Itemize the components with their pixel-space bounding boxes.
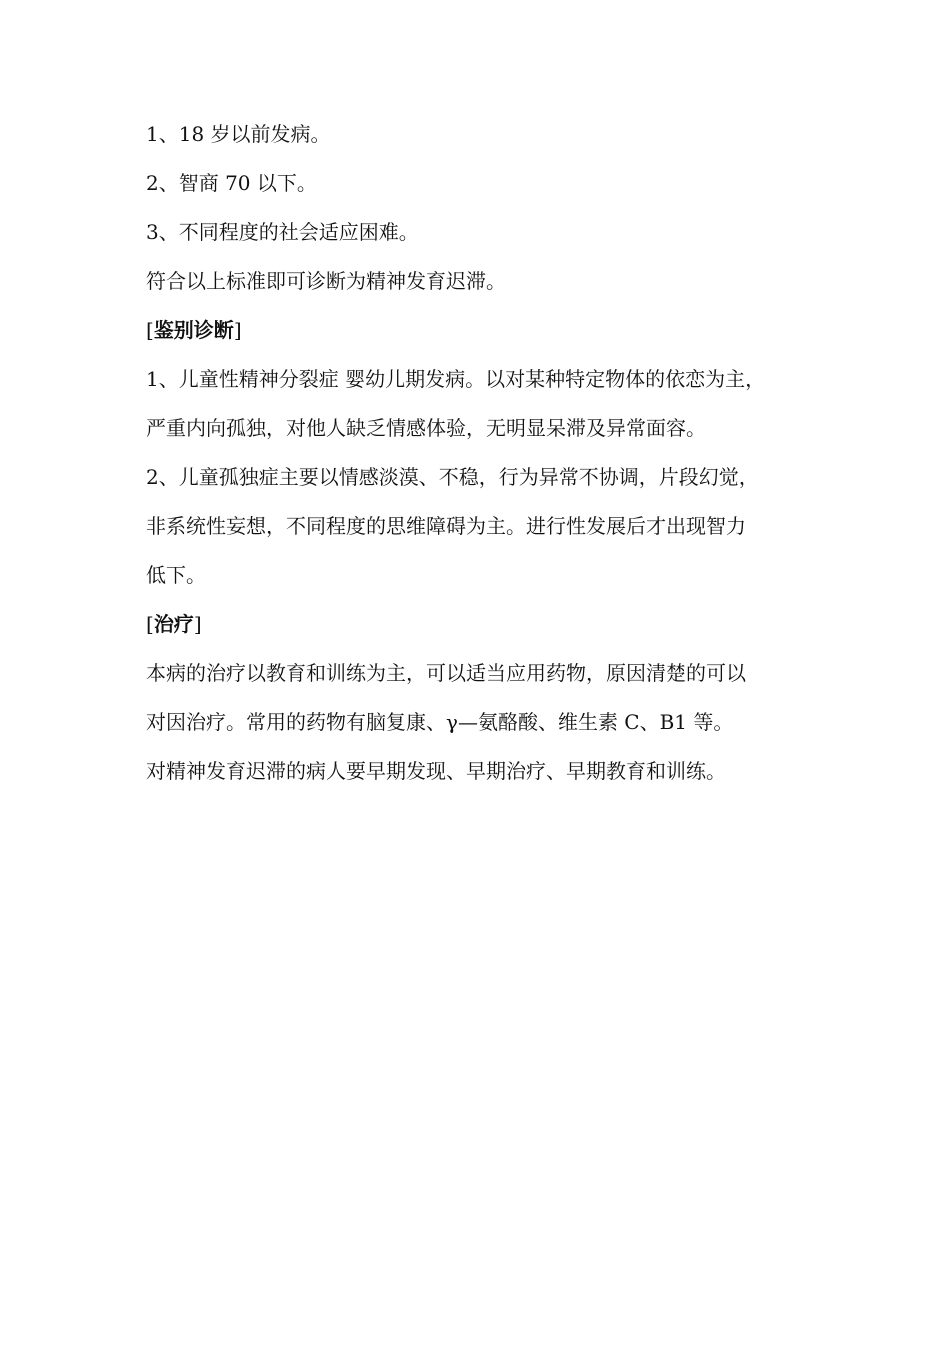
differential-line-5: 低下。 xyxy=(146,563,206,587)
differential-line-1: 1、儿童性精神分裂症 婴幼儿期发病。以对某种特定物体的依恋为主， xyxy=(146,367,766,391)
heading-open-bracket: [ xyxy=(146,612,154,636)
differential-line-3: 2、儿童孤独症主要以情感淡漠、不稳，行为异常不协调，片段幻觉， xyxy=(146,465,759,489)
treatment-line-3: 对精神发育迟滞的病人要早期发现、早期治疗、早期教育和训练。 xyxy=(146,759,726,783)
differential-line-2: 严重内向孤独，对他人缺乏情感体验，无明显呆滞及异常面容。 xyxy=(146,416,706,440)
criteria-line-2: 2、智商 70 以下。 xyxy=(146,171,317,195)
heading-open-bracket: [ xyxy=(146,318,154,342)
treatment-line-2: 对因治疗。常用的药物有脑复康、γ—氨酪酸、维生素 C、B1 等。 xyxy=(146,710,734,734)
heading-title: 治疗 xyxy=(153,612,194,636)
heading-close-bracket: ] xyxy=(193,612,202,636)
section-heading-differential xyxy=(146,318,818,367)
treatment-line-1: 本病的治疗以教育和训练为主，可以适当应用药物，原因清楚的可以 xyxy=(146,661,746,685)
criteria-conclusion: 符合以上标准即可诊断为精神发育迟滞。 xyxy=(146,269,506,293)
heading-close-bracket: ] xyxy=(233,318,242,342)
differential-line-4: 非系统性妄想，不同程度的思维障碍为主。进行性发展后才出现智力 xyxy=(146,514,746,538)
document-body xyxy=(146,122,818,808)
heading-title: 鉴别诊断 xyxy=(153,318,234,342)
criteria-line-1: 1、18 岁以前发病。 xyxy=(146,122,331,146)
section-heading-treatment xyxy=(146,612,818,661)
criteria-line-3: 3、不同程度的社会适应困难。 xyxy=(146,220,419,244)
